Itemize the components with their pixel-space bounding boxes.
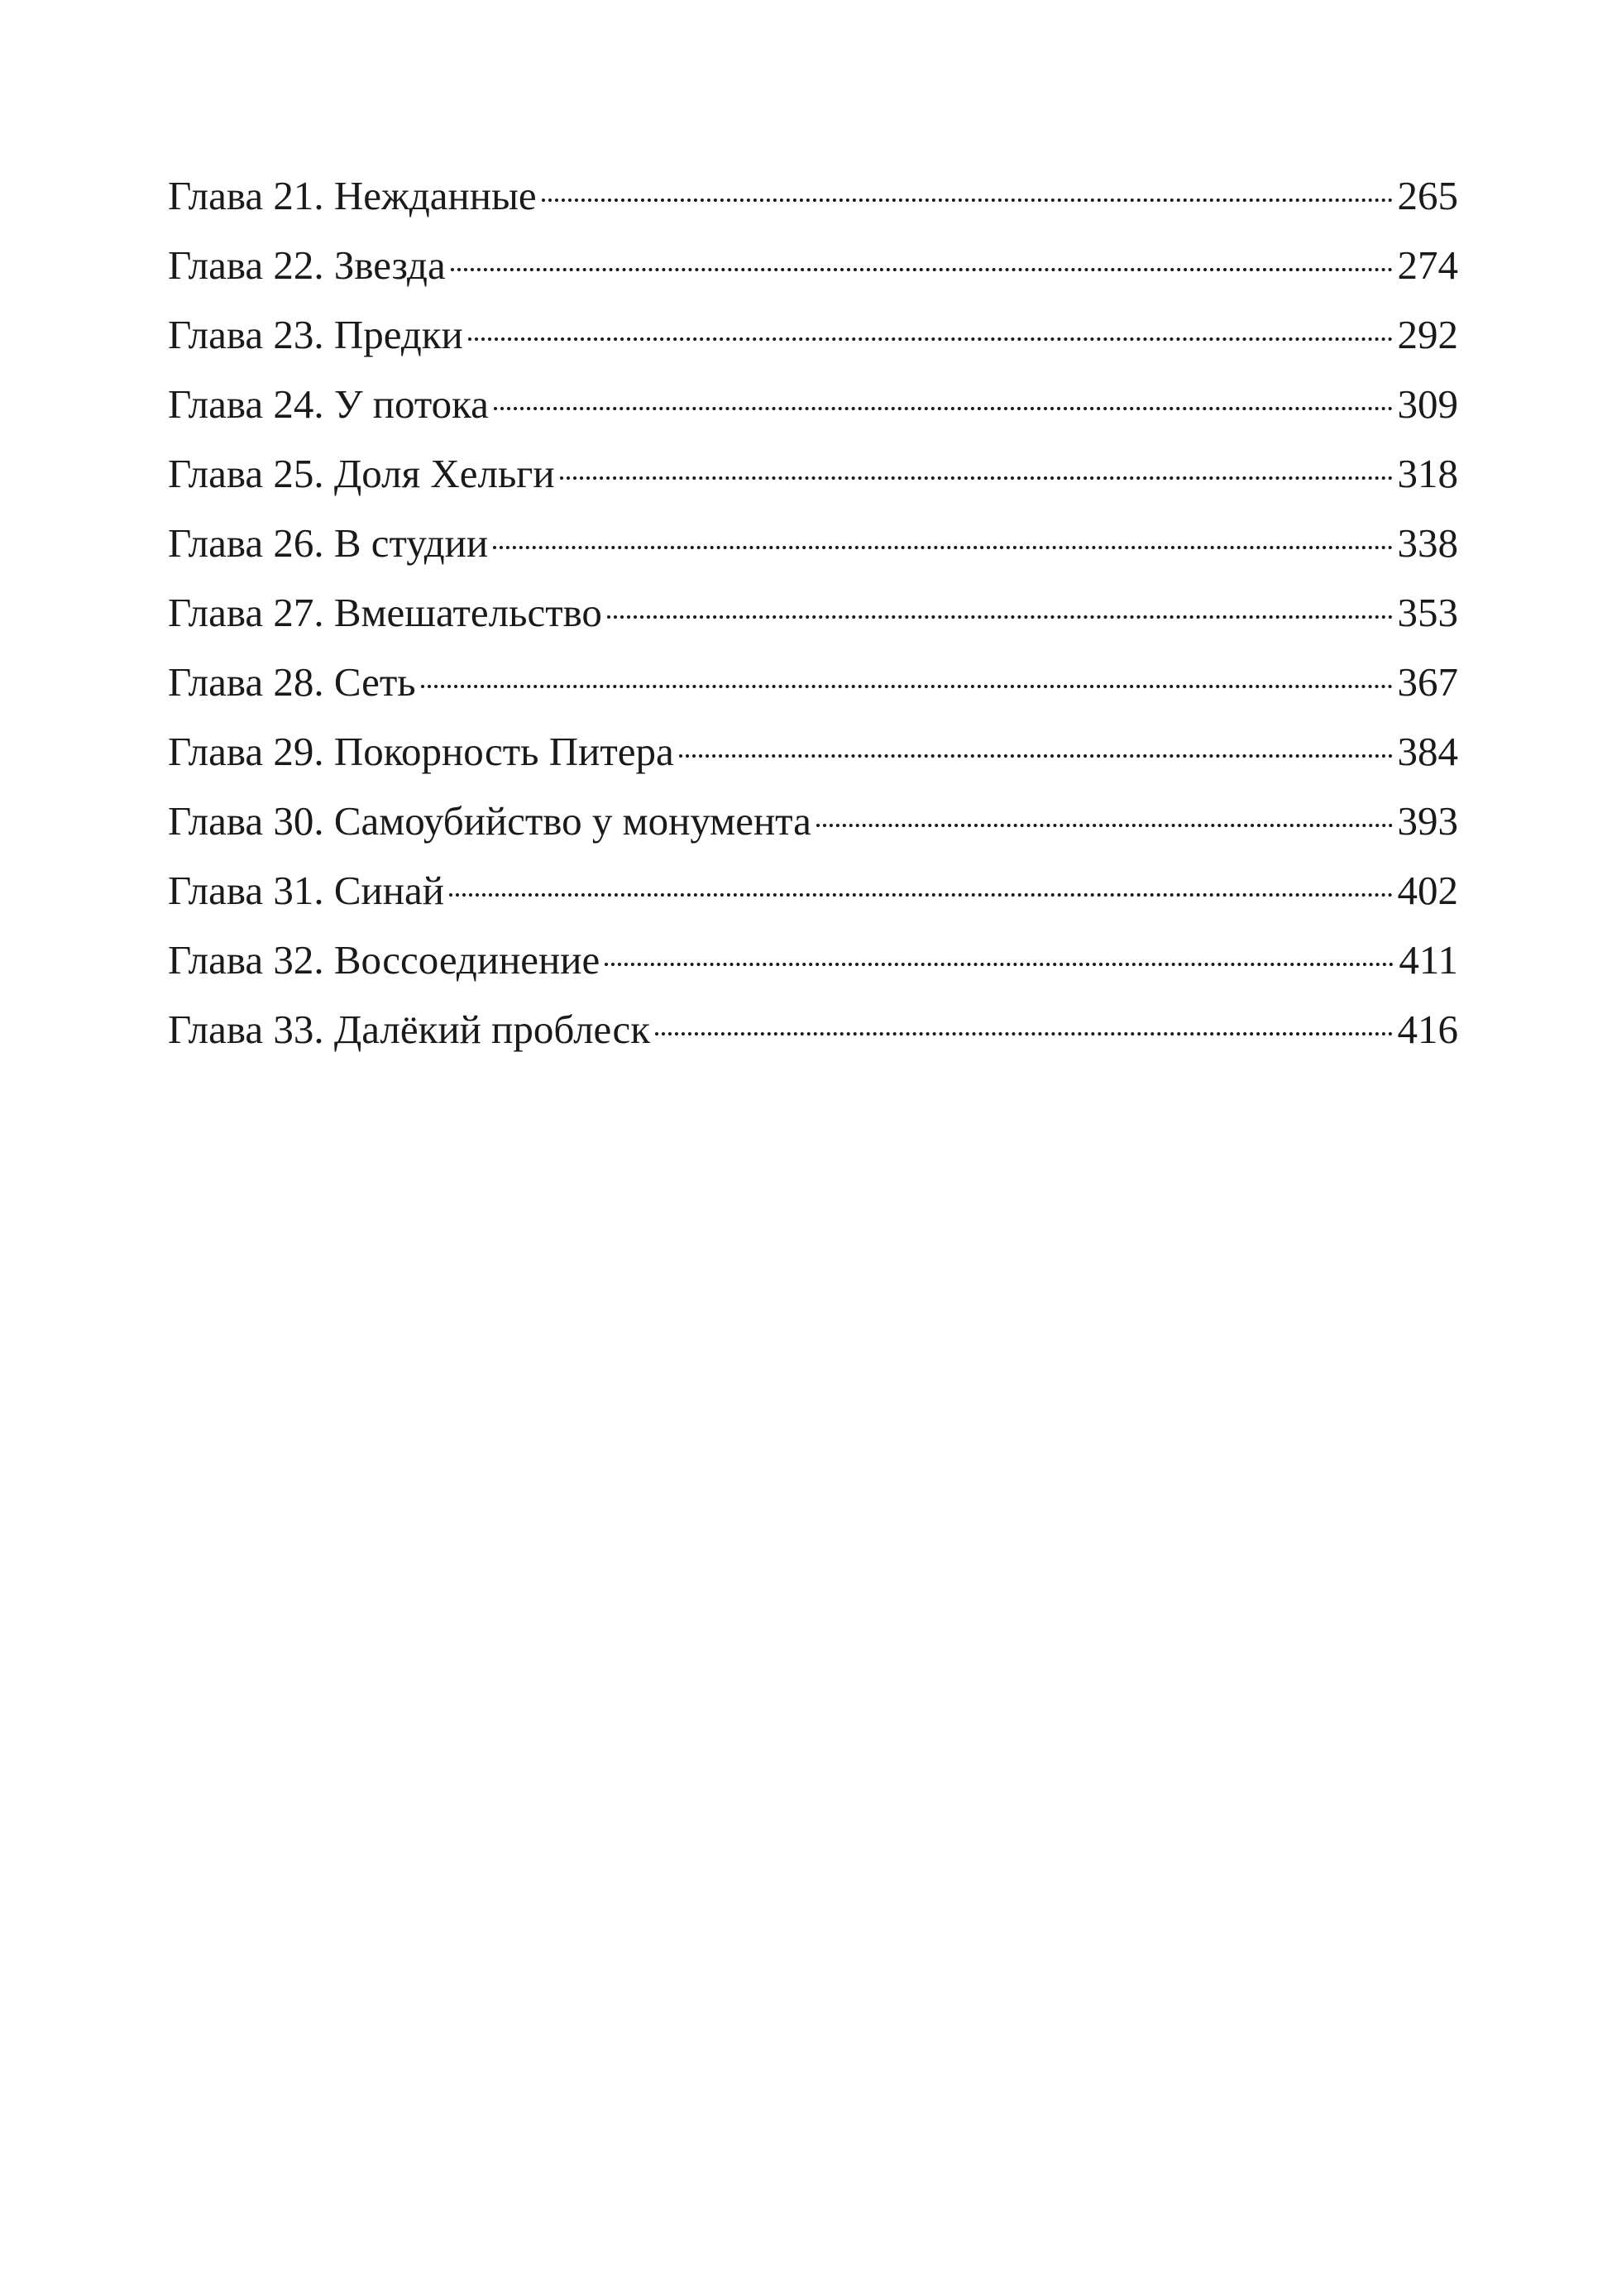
toc-entry [168,509,1458,578]
chapter-title: Глава 30. Самоубийство у монумента [168,798,811,844]
chapter-title: Глава 21. Нежданные [168,173,537,218]
dot-leader [468,337,1393,341]
dot-leader [816,824,1393,827]
chapter-title: Глава 28. Сеть [168,659,416,705]
table-of-contents [168,161,1458,1064]
dot-leader [607,615,1393,619]
page-number: 309 [1397,381,1458,427]
dot-leader [494,407,1393,410]
dot-leader [493,546,1392,549]
chapter-title: Глава 23. Предки [168,312,463,357]
dot-leader [560,476,1393,480]
toc-entry [168,648,1458,717]
chapter-title: Глава 29. Покорность Питера [168,729,674,774]
page-number: 402 [1397,868,1458,913]
dot-leader [605,963,1394,966]
toc-entry [168,926,1458,995]
toc-entry [168,995,1458,1064]
page-number: 338 [1397,520,1458,566]
toc-entry [168,717,1458,787]
page-number: 265 [1397,173,1458,218]
page-number: 411 [1399,937,1458,983]
toc-entry [168,787,1458,856]
page-number: 292 [1397,312,1458,357]
chapter-title: Глава 27. Вмешательство [168,590,602,635]
page-number: 367 [1397,659,1458,705]
dot-leader [421,685,1393,688]
dot-leader [679,754,1393,758]
dot-leader [655,1032,1392,1036]
chapter-title: Глава 24. У потока [168,381,489,427]
chapter-title: Глава 25. Доля Хельги [168,451,555,496]
page-number: 416 [1397,1007,1458,1052]
toc-entry [168,439,1458,509]
toc-entry [168,231,1458,300]
page-number: 393 [1397,798,1458,844]
page-number: 384 [1397,729,1458,774]
toc-entry [168,578,1458,648]
chapter-title: Глава 31. Синай [168,868,444,913]
chapter-title: Глава 22. Звезда [168,242,446,288]
dot-leader [542,199,1393,202]
dot-leader [449,893,1393,897]
toc-entry [168,161,1458,231]
toc-entry [168,300,1458,370]
dot-leader [451,268,1393,271]
toc-entry [168,856,1458,926]
page-number: 353 [1397,590,1458,635]
page-number: 274 [1397,242,1458,288]
chapter-title: Глава 32. Воссоединение [168,937,600,983]
toc-entry [168,370,1458,439]
page-number: 318 [1397,451,1458,496]
chapter-title: Глава 33. Далёкий проблеск [168,1007,651,1052]
chapter-title: Глава 26. В студии [168,520,489,566]
